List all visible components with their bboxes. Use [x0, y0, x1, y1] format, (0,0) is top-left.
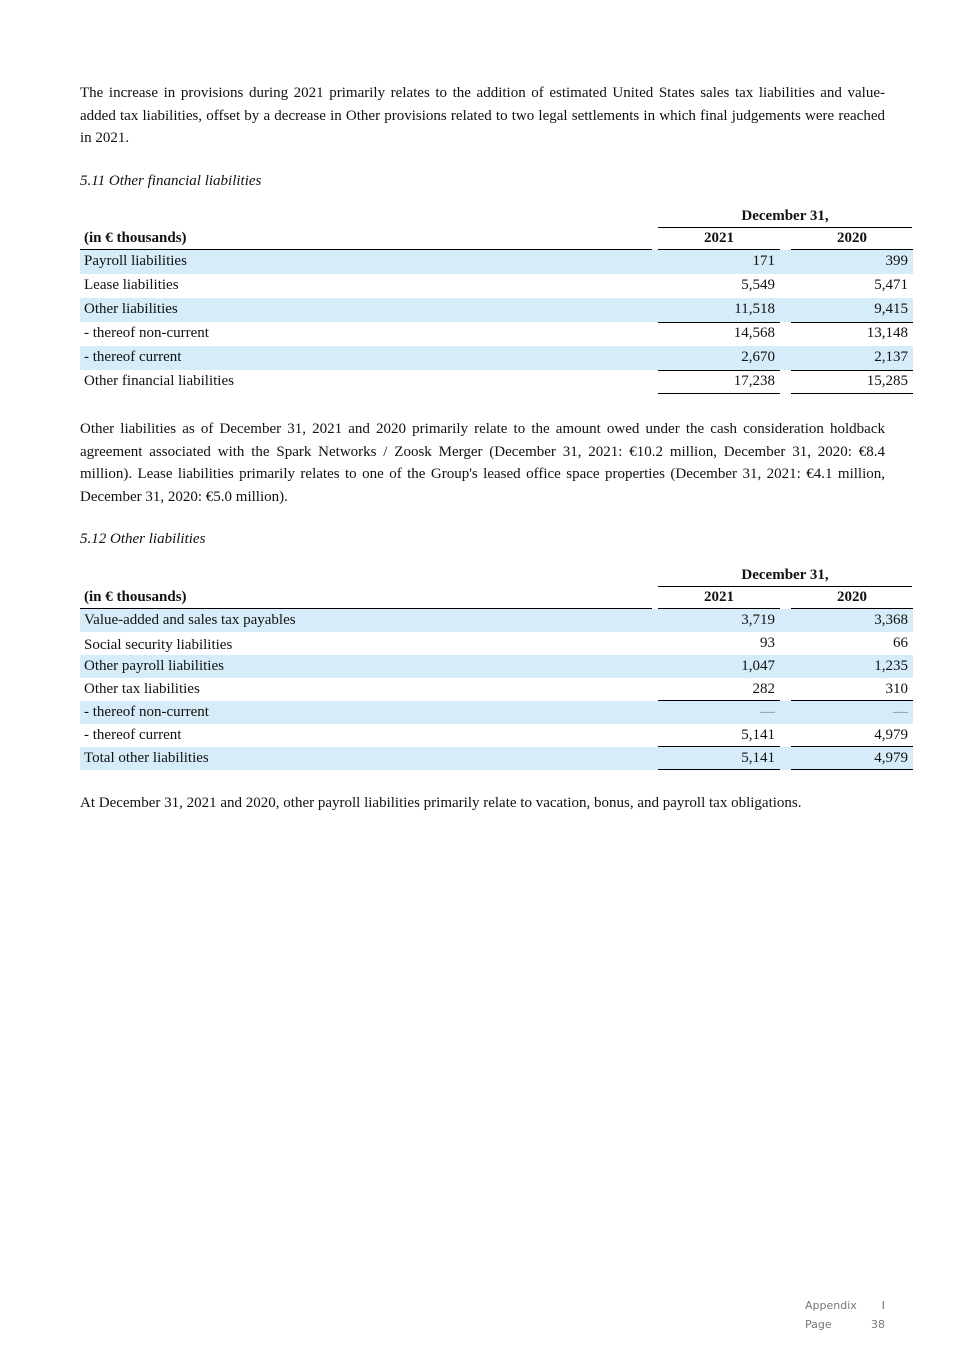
table-row: [80, 609, 913, 632]
table-row: [80, 655, 913, 678]
table-row: [80, 678, 913, 701]
value-2021: 3,719: [741, 612, 775, 628]
value-2020: 310: [885, 681, 908, 697]
value-2020: 13,148: [866, 325, 908, 341]
row-label: Total other liabilities: [84, 750, 209, 766]
footer-appendix-value: I: [881, 1299, 885, 1312]
footer-page-label: Page: [805, 1318, 832, 1331]
value-2021: 2,670: [741, 349, 775, 365]
value-2020: 15,285: [866, 373, 908, 389]
table-header-row: [80, 587, 913, 609]
group-header-label: December 31,: [741, 208, 829, 224]
table-row: [80, 250, 913, 274]
row-label: Other liabilities: [84, 301, 178, 317]
value-2021: 171: [752, 253, 775, 269]
row-label: Other payroll liabilities: [84, 658, 224, 674]
value-2021: 17,238: [733, 373, 775, 389]
other-liabilities-note: At December 31, 2021 and 2020, other payroll liabilities primarily relate to vacation, bonus, and payroll tax obligations.: [80, 795, 802, 811]
value-2020: 4,979: [874, 727, 908, 743]
group-header-label: December 31,: [741, 567, 829, 583]
table-row: [80, 632, 913, 655]
table-row: [80, 274, 913, 298]
row-label: Payroll liabilities: [84, 253, 187, 269]
value-2020: 9,415: [874, 301, 908, 317]
table-group-header: [80, 204, 913, 228]
table-row: [80, 346, 913, 370]
value-2020: 4,979: [874, 750, 908, 766]
table-header-row: [80, 228, 913, 250]
unit-label: (in € thousands): [84, 230, 187, 246]
footer-appendix-label: Appendix: [805, 1299, 857, 1312]
row-label: Other tax liabilities: [84, 681, 200, 697]
value-2020: 1,235: [874, 658, 908, 674]
other-financial-liabilities-table: [80, 204, 913, 394]
row-label: - thereof current: [84, 727, 182, 743]
table-row: [80, 701, 913, 724]
table-group-header: [80, 563, 913, 587]
column-header-2021: 2021: [704, 589, 734, 605]
table-row: [80, 322, 913, 346]
table-row: [80, 298, 913, 322]
row-label: Social security liabilities: [84, 637, 233, 653]
column-header-2020: 2020: [837, 589, 867, 605]
page-number: 38: [871, 1318, 885, 1331]
other-liabilities-table: [80, 563, 913, 770]
value-2021: 93: [760, 635, 775, 651]
value-2020: 399: [885, 253, 908, 269]
row-label: - thereof non-current: [84, 325, 209, 341]
intro-paragraph: The increase in provisions during 2021 primarily relates to the addition of estimated United States sales tax liabilities and value-added tax liabilities, offset by a decrease in Other provisions related to two legal settlements in which final judgements were reached in 2021.: [80, 85, 885, 146]
column-header-2020: 2020: [837, 230, 867, 246]
section-heading-other-financial-liabilities: 5.11 Other financial liabilities: [80, 173, 262, 189]
row-label: - thereof current: [84, 349, 182, 365]
value-2020: 2,137: [874, 349, 908, 365]
row-label: Lease liabilities: [84, 277, 179, 293]
footer-appendix: [805, 1299, 885, 1312]
value-2020: 3,368: [874, 612, 908, 628]
value-2021: 11,518: [734, 301, 775, 317]
table-total-row: [80, 747, 913, 770]
row-label: Other financial liabilities: [84, 373, 234, 389]
row-label: - thereof non-current: [84, 704, 209, 720]
footer-page: [805, 1318, 885, 1331]
table-row: [80, 724, 913, 747]
section-heading-other-liabilities: 5.12 Other liabilities: [80, 531, 206, 547]
value-2020: 66: [893, 635, 908, 651]
value-2021: 5,141: [741, 750, 775, 766]
value-2021: —: [760, 704, 775, 720]
row-label: Value-added and sales tax payables: [84, 612, 296, 628]
column-header-2021: 2021: [704, 230, 734, 246]
other-financial-liabilities-note: Other liabilities as of December 31, 2021 and 2020 primarily relate to the amount owed under the cash consideration holdback agreement associated with the Spark Networks / Zoosk Merger (December 31, 2021: €10.2 million, December 31, 2020: €8.4 million). Lease liabilities primarily relates to one of the Group's leased office space properties (December 31, 2021: €4.1 million, December 31, 2020: €5.0 million).: [80, 421, 885, 505]
table-total-row: [80, 370, 913, 394]
value-2021: 5,549: [741, 277, 775, 293]
value-2020: —: [893, 704, 908, 720]
value-2020: 5,471: [874, 277, 908, 293]
value-2021: 1,047: [741, 658, 775, 674]
unit-label: (in € thousands): [84, 589, 187, 605]
value-2021: 282: [752, 681, 775, 697]
value-2021: 5,141: [741, 727, 775, 743]
value-2021: 14,568: [733, 325, 775, 341]
